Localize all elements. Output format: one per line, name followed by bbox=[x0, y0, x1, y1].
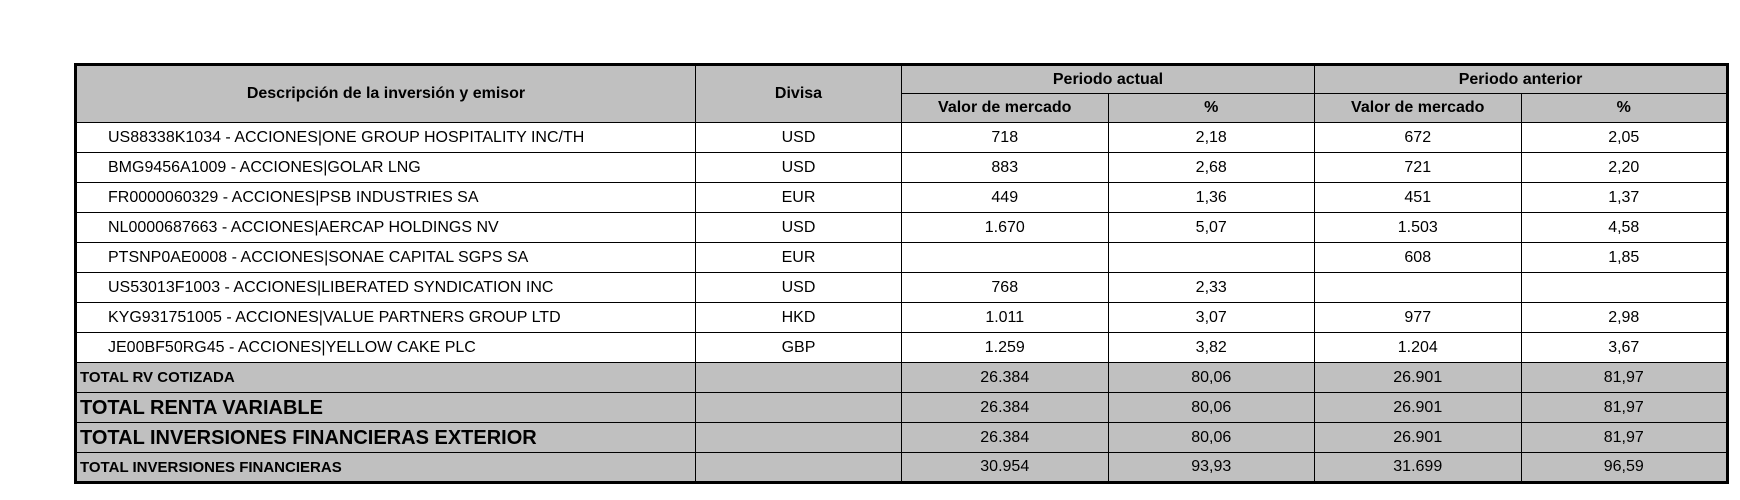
row-previous-percent: 3,67 bbox=[1521, 333, 1728, 363]
row-previous-percent: 2,98 bbox=[1521, 303, 1728, 333]
total-previous-value: 31.699 bbox=[1315, 453, 1522, 483]
row-previous-value: 1.204 bbox=[1315, 333, 1522, 363]
row-currency: USD bbox=[696, 153, 902, 183]
row-currency: HKD bbox=[696, 303, 902, 333]
table-row bbox=[76, 153, 1728, 183]
row-current-percent: 2,18 bbox=[1108, 123, 1315, 153]
total-previous-percent: 96,59 bbox=[1521, 453, 1728, 483]
total-description: TOTAL RV COTIZADA bbox=[76, 363, 696, 393]
row-current-percent bbox=[1108, 243, 1315, 273]
table-row bbox=[76, 183, 1728, 213]
total-previous-percent: 81,97 bbox=[1521, 363, 1728, 393]
row-current-percent: 2,68 bbox=[1108, 153, 1315, 183]
row-previous-percent: 2,20 bbox=[1521, 153, 1728, 183]
row-previous-value: 608 bbox=[1315, 243, 1522, 273]
row-previous-value: 721 bbox=[1315, 153, 1522, 183]
row-currency: USD bbox=[696, 213, 902, 243]
total-current-value: 26.384 bbox=[902, 393, 1109, 423]
row-current-percent: 2,33 bbox=[1108, 273, 1315, 303]
table-row bbox=[76, 243, 1728, 273]
row-description: BMG9456A1009 - ACCIONES|GOLAR LNG bbox=[76, 153, 696, 183]
total-previous-value: 26.901 bbox=[1315, 363, 1522, 393]
header-current-market-value: Valor de mercado bbox=[902, 94, 1109, 123]
row-previous-value: 1.503 bbox=[1315, 213, 1522, 243]
header-current-period: Periodo actual bbox=[902, 65, 1315, 94]
total-previous-percent: 81,97 bbox=[1521, 393, 1728, 423]
row-currency: USD bbox=[696, 123, 902, 153]
total-previous-value: 26.901 bbox=[1315, 393, 1522, 423]
total-previous-percent: 81,97 bbox=[1521, 423, 1728, 453]
total-previous-value: 26.901 bbox=[1315, 423, 1522, 453]
row-previous-value: 672 bbox=[1315, 123, 1522, 153]
row-current-value: 1.259 bbox=[902, 333, 1109, 363]
row-previous-percent bbox=[1521, 273, 1728, 303]
total-description: TOTAL RENTA VARIABLE bbox=[76, 393, 696, 423]
table-row bbox=[76, 213, 1728, 243]
row-currency: EUR bbox=[696, 243, 902, 273]
row-currency: GBP bbox=[696, 333, 902, 363]
row-description: US88338K1034 - ACCIONES|ONE GROUP HOSPITALITY INC/TH bbox=[76, 123, 696, 153]
row-previous-value bbox=[1315, 273, 1522, 303]
row-current-value: 1.670 bbox=[902, 213, 1109, 243]
table-body bbox=[76, 123, 1728, 483]
table-row bbox=[76, 333, 1728, 363]
table-header bbox=[76, 65, 1728, 123]
total-row-inversiones-financieras-exterior bbox=[76, 423, 1728, 453]
total-current-value: 26.384 bbox=[902, 423, 1109, 453]
total-current-value: 30.954 bbox=[902, 453, 1109, 483]
row-previous-value: 977 bbox=[1315, 303, 1522, 333]
total-currency-empty bbox=[696, 393, 902, 423]
total-description: TOTAL INVERSIONES FINANCIERAS EXTERIOR bbox=[76, 423, 696, 453]
row-description: KYG931751005 - ACCIONES|VALUE PARTNERS GROUP LTD bbox=[76, 303, 696, 333]
total-description: TOTAL INVERSIONES FINANCIERAS bbox=[76, 453, 696, 483]
row-current-percent: 1,36 bbox=[1108, 183, 1315, 213]
row-current-value bbox=[902, 243, 1109, 273]
row-currency: USD bbox=[696, 273, 902, 303]
total-row-renta-variable bbox=[76, 393, 1728, 423]
header-previous-period: Periodo anterior bbox=[1315, 65, 1728, 94]
total-row-rv-cotizada bbox=[76, 363, 1728, 393]
row-currency: EUR bbox=[696, 183, 902, 213]
row-previous-percent: 2,05 bbox=[1521, 123, 1728, 153]
row-description: NL0000687663 - ACCIONES|AERCAP HOLDINGS NV bbox=[76, 213, 696, 243]
row-current-value: 883 bbox=[902, 153, 1109, 183]
row-current-value: 1.011 bbox=[902, 303, 1109, 333]
row-current-percent: 5,07 bbox=[1108, 213, 1315, 243]
total-currency-empty bbox=[696, 363, 902, 393]
table-row bbox=[76, 123, 1728, 153]
investment-table bbox=[74, 63, 1729, 484]
row-current-percent: 3,07 bbox=[1108, 303, 1315, 333]
table-row bbox=[76, 303, 1728, 333]
row-description: FR0000060329 - ACCIONES|PSB INDUSTRIES SA bbox=[76, 183, 696, 213]
header-currency: Divisa bbox=[696, 65, 902, 123]
total-currency-empty bbox=[696, 453, 902, 483]
row-current-value: 449 bbox=[902, 183, 1109, 213]
header-previous-market-value: Valor de mercado bbox=[1315, 94, 1522, 123]
row-previous-value: 451 bbox=[1315, 183, 1522, 213]
row-description: JE00BF50RG45 - ACCIONES|YELLOW CAKE PLC bbox=[76, 333, 696, 363]
header-description: Descripción de la inversión y emisor bbox=[76, 65, 696, 123]
row-current-percent: 3,82 bbox=[1108, 333, 1315, 363]
row-description: PTSNP0AE0008 - ACCIONES|SONAE CAPITAL SGPS SA bbox=[76, 243, 696, 273]
table-row bbox=[76, 273, 1728, 303]
row-previous-percent: 1,37 bbox=[1521, 183, 1728, 213]
total-row-inversiones-financieras bbox=[76, 453, 1728, 483]
header-previous-percent: % bbox=[1521, 94, 1728, 123]
row-previous-percent: 4,58 bbox=[1521, 213, 1728, 243]
total-current-value: 26.384 bbox=[902, 363, 1109, 393]
header-current-percent: % bbox=[1108, 94, 1315, 123]
total-current-percent: 80,06 bbox=[1108, 363, 1315, 393]
row-description: US53013F1003 - ACCIONES|LIBERATED SYNDICATION INC bbox=[76, 273, 696, 303]
row-current-value: 718 bbox=[902, 123, 1109, 153]
total-current-percent: 80,06 bbox=[1108, 393, 1315, 423]
row-current-value: 768 bbox=[902, 273, 1109, 303]
total-current-percent: 93,93 bbox=[1108, 453, 1315, 483]
total-current-percent: 80,06 bbox=[1108, 423, 1315, 453]
investment-table-container bbox=[74, 63, 1726, 484]
row-previous-percent: 1,85 bbox=[1521, 243, 1728, 273]
total-currency-empty bbox=[696, 423, 902, 453]
